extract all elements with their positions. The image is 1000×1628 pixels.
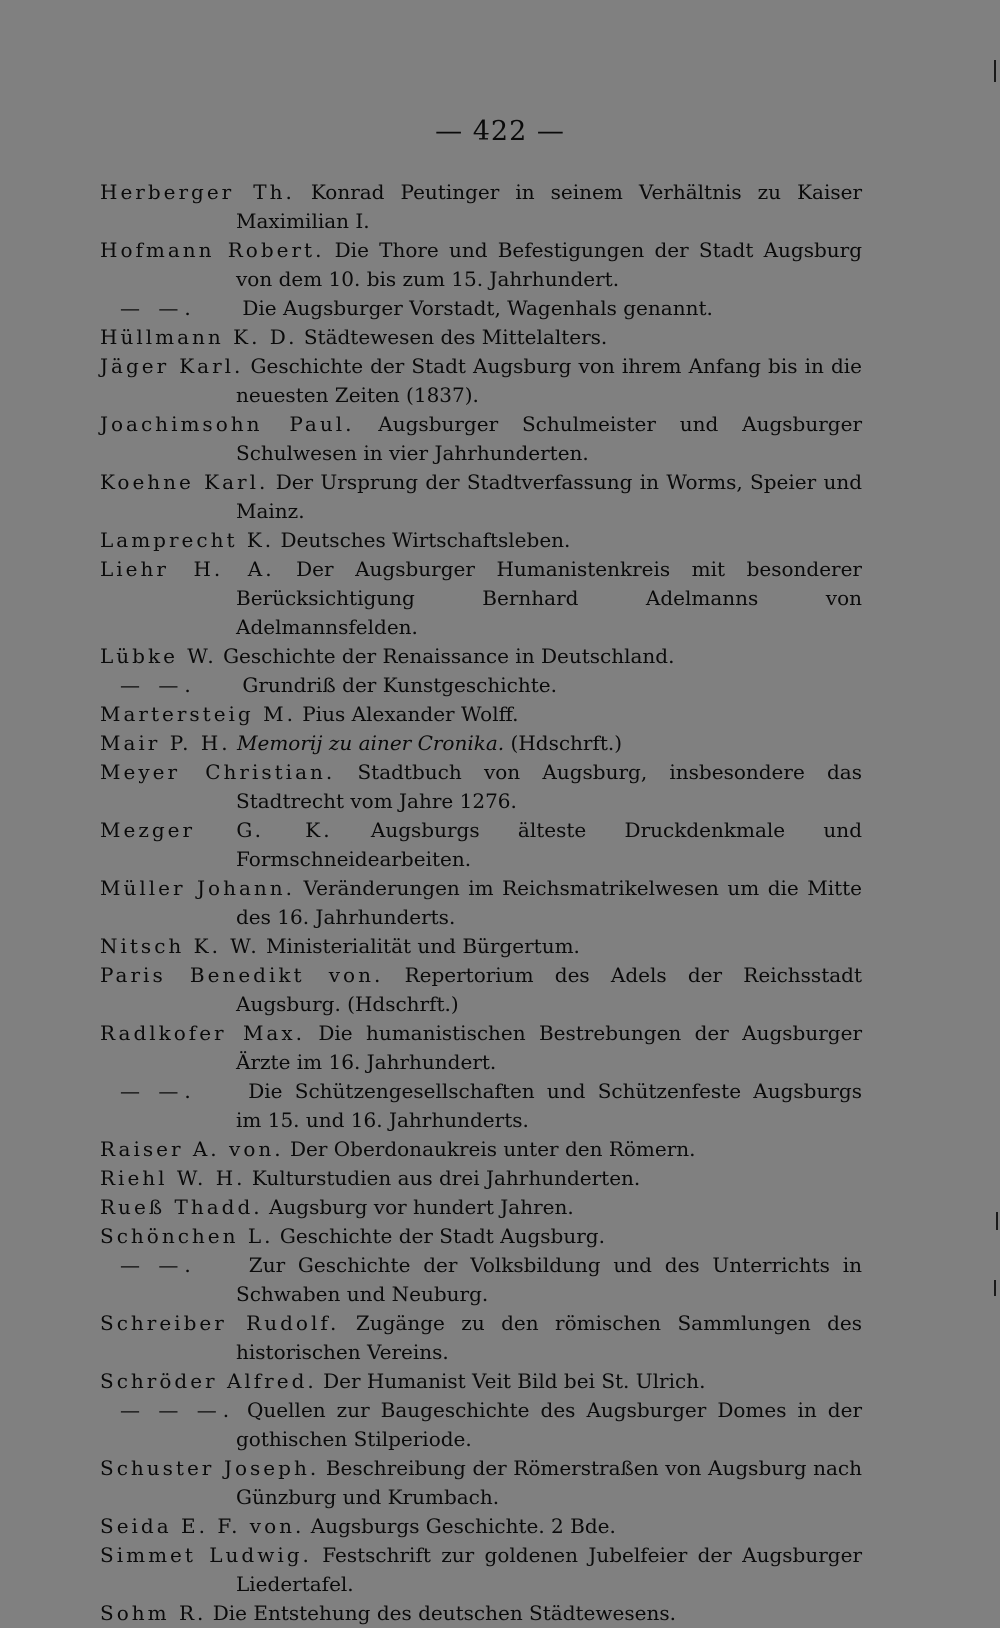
entry-author: Mair P. H. [100, 731, 231, 755]
entry-author: Raiser A. von. [100, 1137, 284, 1161]
ditto-dashes: — —. [120, 1253, 197, 1277]
entry-author: Hofmann Robert. [100, 238, 325, 262]
entry-title: Geschichte der Stadt Augsburg. [279, 1224, 605, 1248]
ditto-dashes: — —. [120, 296, 197, 320]
bibliography-entry [100, 526, 862, 555]
entry-title: Die Augsburger Vorstadt, Wagenhals genannt. [242, 296, 713, 320]
bibliography-entry [100, 700, 862, 729]
entry-title: Die Thore und Befestigungen der Stadt Augsburg von dem 10. bis zum 15. Jahrhundert. [236, 238, 863, 291]
entry-author: Schönchen L. [100, 1224, 274, 1248]
entry-author: Schreiber Rudolf. [100, 1311, 340, 1335]
entry-author: Schuster Joseph. [100, 1456, 320, 1480]
entry-author: Lübke W. [100, 644, 217, 668]
entry-title: Konrad Peutinger in seinem Verhältnis zu Kaiser Maximilian I. [236, 180, 863, 233]
entry-author: Riehl W. H. [100, 1166, 246, 1190]
entry-title: Festschrift zur goldenen Jubelfeier der Augsburger Liedertafel. [236, 1543, 862, 1596]
entry-title: Deutsches Wirtschaftsleben. [280, 528, 571, 552]
bibliography-entry [100, 642, 862, 671]
ditto-dashes: — — —. [120, 1398, 236, 1422]
entry-author: Rueß Thadd. [100, 1195, 263, 1219]
bibliography-entry [100, 874, 862, 932]
bibliography-entry [100, 1251, 862, 1309]
entry-title: Grundriß der Kunstgeschichte. [242, 673, 557, 697]
bibliography-entry [100, 1396, 862, 1454]
entry-title: Augsburger Schulmeister und Augsburger Schulwesen in vier Jahrhunderten. [236, 412, 863, 465]
bibliography-entry [100, 1019, 862, 1077]
bibliography-entry [100, 1599, 862, 1628]
entry-author: Martersteig M. [100, 702, 296, 726]
bibliography-entry [100, 671, 862, 700]
bibliography-entry [100, 1222, 862, 1251]
bibliography-entry [100, 932, 862, 961]
bibliography-entry [100, 1454, 862, 1512]
bibliography-entry [100, 816, 862, 874]
entry-author: Schröder Alfred. [100, 1369, 317, 1393]
edge-mark [994, 1280, 996, 1296]
entry-author: Herberger Th. [100, 180, 295, 204]
bibliography-list [100, 178, 862, 1628]
entry-title: Der Oberdonaukreis unter den Römern. [289, 1137, 696, 1161]
entry-title: Repertorium des Adels der Reichsstadt Augsburg. (Hdschrft.) [236, 963, 863, 1016]
entry-title: Geschichte der Renaissance in Deutschland. [223, 644, 675, 668]
entry-author: Paris Benedikt von. [100, 963, 384, 987]
bibliography-entry [100, 1309, 862, 1367]
page-number: — 422 — [435, 116, 565, 147]
entry-title: Der Ursprung der Stadtverfassung in Worms, Speier und Mainz. [236, 470, 863, 523]
bibliography-entry [100, 1164, 862, 1193]
entry-title: Veränderungen im Reichsmatrikelwesen um die Mitte des 16. Jahrhunderts. [236, 876, 863, 929]
entry-author: Simmet Ludwig. [100, 1543, 312, 1567]
bibliography-entry [100, 294, 862, 323]
entry-title: Die humanistischen Bestrebungen der Augsburger Ärzte im 16. Jahrhundert. [236, 1021, 862, 1074]
bibliography-entry [100, 758, 862, 816]
entry-author: Müller Johann. [100, 876, 296, 900]
entry-author: Meyer Christian. [100, 760, 336, 784]
bibliography-entry [100, 961, 862, 1019]
entry-author: Liehr H. A. [100, 557, 275, 581]
bibliography-entry [100, 555, 862, 642]
entry-title: Die Entstehung des deutschen Städtewesens. [212, 1601, 676, 1625]
entry-title: Augsburgs Geschichte. 2 Bde. [310, 1514, 616, 1538]
bibliography-entry [100, 1193, 862, 1222]
entry-title: Augsburg vor hundert Jahren. [268, 1195, 574, 1219]
bibliography-entry [100, 178, 862, 236]
bibliography-entry [100, 323, 862, 352]
entry-author: Nitsch K. W. [100, 934, 260, 958]
entry-author: Seida E. F. von. [100, 1514, 305, 1538]
entry-author: Joachimsohn Paul. [100, 412, 355, 436]
entry-title: Geschichte der Stadt Augsburg von ihrem Anfang bis in die neuesten Zeiten (1837). [236, 354, 863, 407]
entry-author: Radlkofer Max. [100, 1021, 305, 1045]
entry-title: Zur Geschichte der Volksbildung und des Unterrichts in Schwaben und Neuburg. [236, 1253, 862, 1306]
entry-title: Ministerialität und Bürgertum. [266, 934, 580, 958]
entry-title: Kulturstudien aus drei Jahrhunderten. [251, 1166, 641, 1190]
entry-title: Memorij zu ainer Cronika. [237, 731, 505, 755]
edge-mark [996, 1212, 998, 1230]
bibliography-entry [100, 729, 862, 758]
ditto-dashes: — —. [120, 673, 197, 697]
entry-author: Sohm R. [100, 1601, 207, 1625]
bibliography-entry [100, 1135, 862, 1164]
bibliography-entry [100, 468, 862, 526]
entry-title: Augsburgs älteste Druckdenkmale und Formschneidearbeiten. [236, 818, 862, 871]
entry-title: Städtewesen des Mittelalters. [303, 325, 608, 349]
entry-title: Pius Alexander Wolff. [302, 702, 519, 726]
edge-mark [994, 60, 996, 82]
entry-title: Quellen zur Baugeschichte des Augsburger Domes in der gothischen Stilperiode. [236, 1398, 863, 1451]
entry-author: Jäger Karl. [100, 354, 244, 378]
bibliography-entry [100, 236, 862, 294]
entry-title: Der Humanist Veit Bild bei St. Ulrich. [323, 1369, 706, 1393]
bibliography-entry [100, 1512, 862, 1541]
bibliography-entry [100, 1541, 862, 1599]
bibliography-entry [100, 1367, 862, 1396]
bibliography-entry [100, 1077, 862, 1135]
entry-title: Die Schützengesellschaften und Schützenfeste Augsburgs im 15. und 16. Jahrhunderts. [236, 1079, 862, 1132]
entry-title: Stadtbuch von Augsburg, insbesondere das Stadtrecht vom Jahre 1276. [236, 760, 862, 813]
ditto-dashes: — —. [120, 1079, 197, 1103]
entry-title: Beschreibung der Römerstraßen von Augsburg nach Günzburg und Krumbach. [236, 1456, 862, 1509]
entry-title: Zugänge zu den römischen Sammlungen des historischen Vereins. [236, 1311, 863, 1364]
entry-author: Hüllmann K. D. [100, 325, 298, 349]
entry-note: (Hdschrft.) [510, 731, 623, 755]
entry-author: Mezger G. K. [100, 818, 333, 842]
entry-author: Lamprecht K. [100, 528, 275, 552]
entry-title: Der Augsburger Humanistenkreis mit besonderer Berücksichtigung Bernhard Adelmanns von Adelmannsfelden. [236, 557, 862, 639]
bibliography-entry [100, 410, 862, 468]
bibliography-entry [100, 352, 862, 410]
entry-author: Koehne Karl. [100, 470, 269, 494]
